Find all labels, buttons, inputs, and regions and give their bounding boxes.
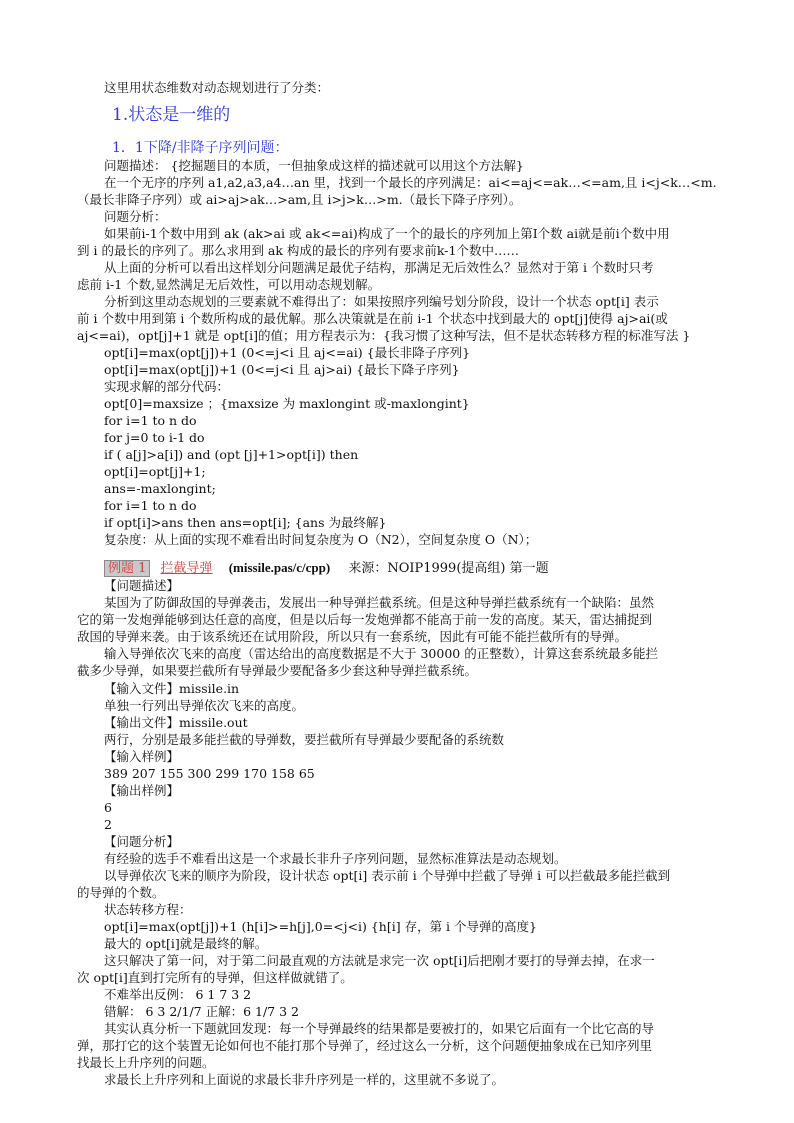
paragraph-line: 次 opt[i]直到打完所有的导弹，但这样做就错了。 [77, 970, 353, 985]
sample-output: 2 [104, 817, 112, 832]
subsection-heading: 1．1下降/非降子序列问题： [112, 140, 289, 156]
code-line: opt[0]=maxsize ；{maxsize 为 maxlongint 或-maxlongint} [104, 396, 470, 411]
input-file-label: 【输入文件】missile.in [104, 681, 240, 696]
example-file: (missile.pas/c/cpp) [228, 560, 331, 575]
paragraph-line: aj<=ai)，opt[j]+1 就是 opt[i]的值；用方程表示为：{我习惯了这种写法，但不是状态转移方程的标准写法 } [77, 328, 691, 343]
paragraph-line: 如果前i-1个数中用到 ak (ak>ai 或 ak<=ai)构成了一个的最长的序列加上第I个数 ai就是前i个数中用 [104, 226, 670, 241]
example-name: 拦截导弹 [160, 561, 213, 576]
code-line: if opt[i]>ans then ans=opt[i]; {ans 为最终解} [104, 515, 387, 530]
paragraph-line: 前 i 个数中用到第 i 个数所构成的最优解。那么决策就是在前 i-1 个状态中找到最大的 opt[j]使得 aj>ai(或 [77, 311, 668, 326]
sample-input: 389 207 155 300 299 170 158 65 [104, 766, 315, 781]
code-line: for i=1 to n do [104, 498, 197, 513]
paragraph-line: 它的第一发炮弹能够到达任意的高度，但是以后每一发炮弹都不能高于前一发的高度。某天，雷达捕捉到 [77, 612, 653, 627]
paragraph-line: 弹，那打它的这个装置无论如何也不能打那个导弹了，经过这么一分析，这个问题便抽象成在已知序列里 [77, 1038, 653, 1053]
intro-text: 这里用状态维数对动态规划进行了分类： [104, 80, 330, 95]
paragraph-line: 分析到这里动态规划的三要素就不难得出了：如果按照序列编号划分阶段，设计一个状态 opt[i] 表示 [104, 294, 659, 309]
code-line: for j=0 to i-1 do [104, 430, 205, 445]
code-line: for i=1 to n do [104, 413, 197, 428]
section-label: 【问题分析】 [104, 834, 180, 849]
paragraph-line: 在一个无序的序列 a1,a2,a3,a4…an 里，找到一个最长的序列满足：ai<=aj<=ak…<=am,且 i<j<k…<m. [104, 175, 717, 190]
paragraph-line: 的导弹的个数。 [77, 885, 165, 900]
paragraph-line: 从上面的分析可以看出这样划分问题满足最优子结构，那满足无后效性么？显然对于第 i 个数时只考 [104, 260, 654, 275]
label-line: 问题分析： [104, 209, 167, 224]
example-tag: 例题 1 [104, 560, 150, 577]
paragraph-line: 截多少导弹，如果要拦截所有导弹最少要配备多少套这种导弹拦截系统。 [77, 663, 478, 678]
paragraph-line: 敌国的导弹来袭。由于该系统还在试用阶段，所以只有一套系统，因此有可能不能拦截所有的导弹。 [77, 629, 628, 644]
paragraph-line: 找最长上升序列的问题。 [77, 1055, 215, 1070]
paragraph-line: 有经验的选手不难看出这是一个求最长非升子序列问题，显然标准算法是动态规划。 [104, 851, 567, 866]
example-heading [104, 560, 732, 577]
section-label: 【输入样例】 [104, 749, 180, 764]
paragraph-line: 最大的 opt[i]就是最终的解。 [104, 936, 268, 951]
equation-line: opt[i]=max(opt[j])+1 (0<=j<i 且 aj>ai) {最长下降子序列} [104, 362, 460, 377]
example-source: 来源：NOIP1999(提高组) 第一题 [348, 561, 549, 576]
paragraph-line: 求最长上升序列和上面说的求最长非升序列是一样的，这里就不多说了。 [104, 1072, 505, 1087]
paragraph-line: （最长非降子序列）或 ai>aj>ak…>am,且 i>j>k…>m.（最长下降子序列）。 [77, 192, 522, 207]
paragraph-line: 两行，分别是最多能拦截的导弹数，要拦截所有导弹最少要配备的系统数 [104, 732, 505, 747]
code-line: if ( a[j]>a[i]) and (opt [j]+1>opt[i]) then [104, 447, 359, 462]
label-line: 实现求解的部分代码： [104, 379, 230, 394]
label-line: 状态转移方程： [104, 902, 192, 917]
problem-description-line: 问题描述： {挖掘题目的本质，一但抽象成这样的描述就可以用这个方法解} [104, 158, 524, 173]
paragraph-line: 单独一行列出导弹依次飞来的高度。 [104, 698, 305, 713]
complexity-line: 复杂度：从上面的实现不难看出时间复杂度为 O（N2），空间复杂度 O（N）； [104, 532, 538, 547]
paragraph-line: 错解： 6 3 2/1/7 正解：6 1/7 3 2 [104, 1004, 299, 1019]
paragraph-line: 这只解决了第一问，对于第二问最直观的方法就是求完一次 opt[i]后把刚才要打的导弹去掉，在求一 [104, 953, 655, 968]
section-label: 【输出样例】 [104, 783, 180, 798]
section-label: 【问题描述】 [104, 578, 180, 593]
equation-line: opt[i]=max(opt[j])+1 (0<=j<i 且 aj<=ai) {最长非降子序列} [104, 345, 471, 360]
paragraph-line: 某国为了防御敌国的导弹袭击，发展出一种导弹拦截系统。但是这种导弹拦截系统有一个缺陷：虽然 [104, 595, 655, 610]
code-line: ans=-maxlongint; [104, 481, 216, 496]
equation-line: opt[i]=max(opt[j])+1 (h[i]>=h[j],0=<j<i) {h[i] 存，第 i 个导弹的高度} [104, 919, 537, 934]
section-heading: 1.状态是一维的 [112, 105, 231, 125]
paragraph-line: 其实认真分析一下题就回发现：每一个导弹最终的结果都是要被打的，如果它后面有一个比它高的导 [104, 1021, 655, 1036]
code-line: opt[i]=opt[j]+1; [104, 464, 206, 479]
paragraph-line: 输入导弹依次飞来的高度（雷达给出的高度数据是不大于 30000 的正整数），计算这套系统最多能拦 [104, 646, 658, 661]
paragraph-line: 到 i 的最长的序列了。那么求用到 ak 构成的最长的序列有要求前k-1个数中…… [77, 243, 519, 258]
sample-output: 6 [104, 800, 112, 815]
output-file-label: 【输出文件】missile.out [104, 715, 248, 730]
paragraph-line: 虑前 i-1 个数,显然满足无后效性，可以用动态规划解。 [77, 277, 381, 292]
paragraph-line: 不难举出反例： 6 1 7 3 2 [104, 987, 252, 1002]
paragraph-line: 以导弹依次飞来的顺序为阶段，设计状态 opt[i] 表示前 i 个导弹中拦截了导弹 i 可以拦截最多能拦截到 [104, 868, 671, 883]
